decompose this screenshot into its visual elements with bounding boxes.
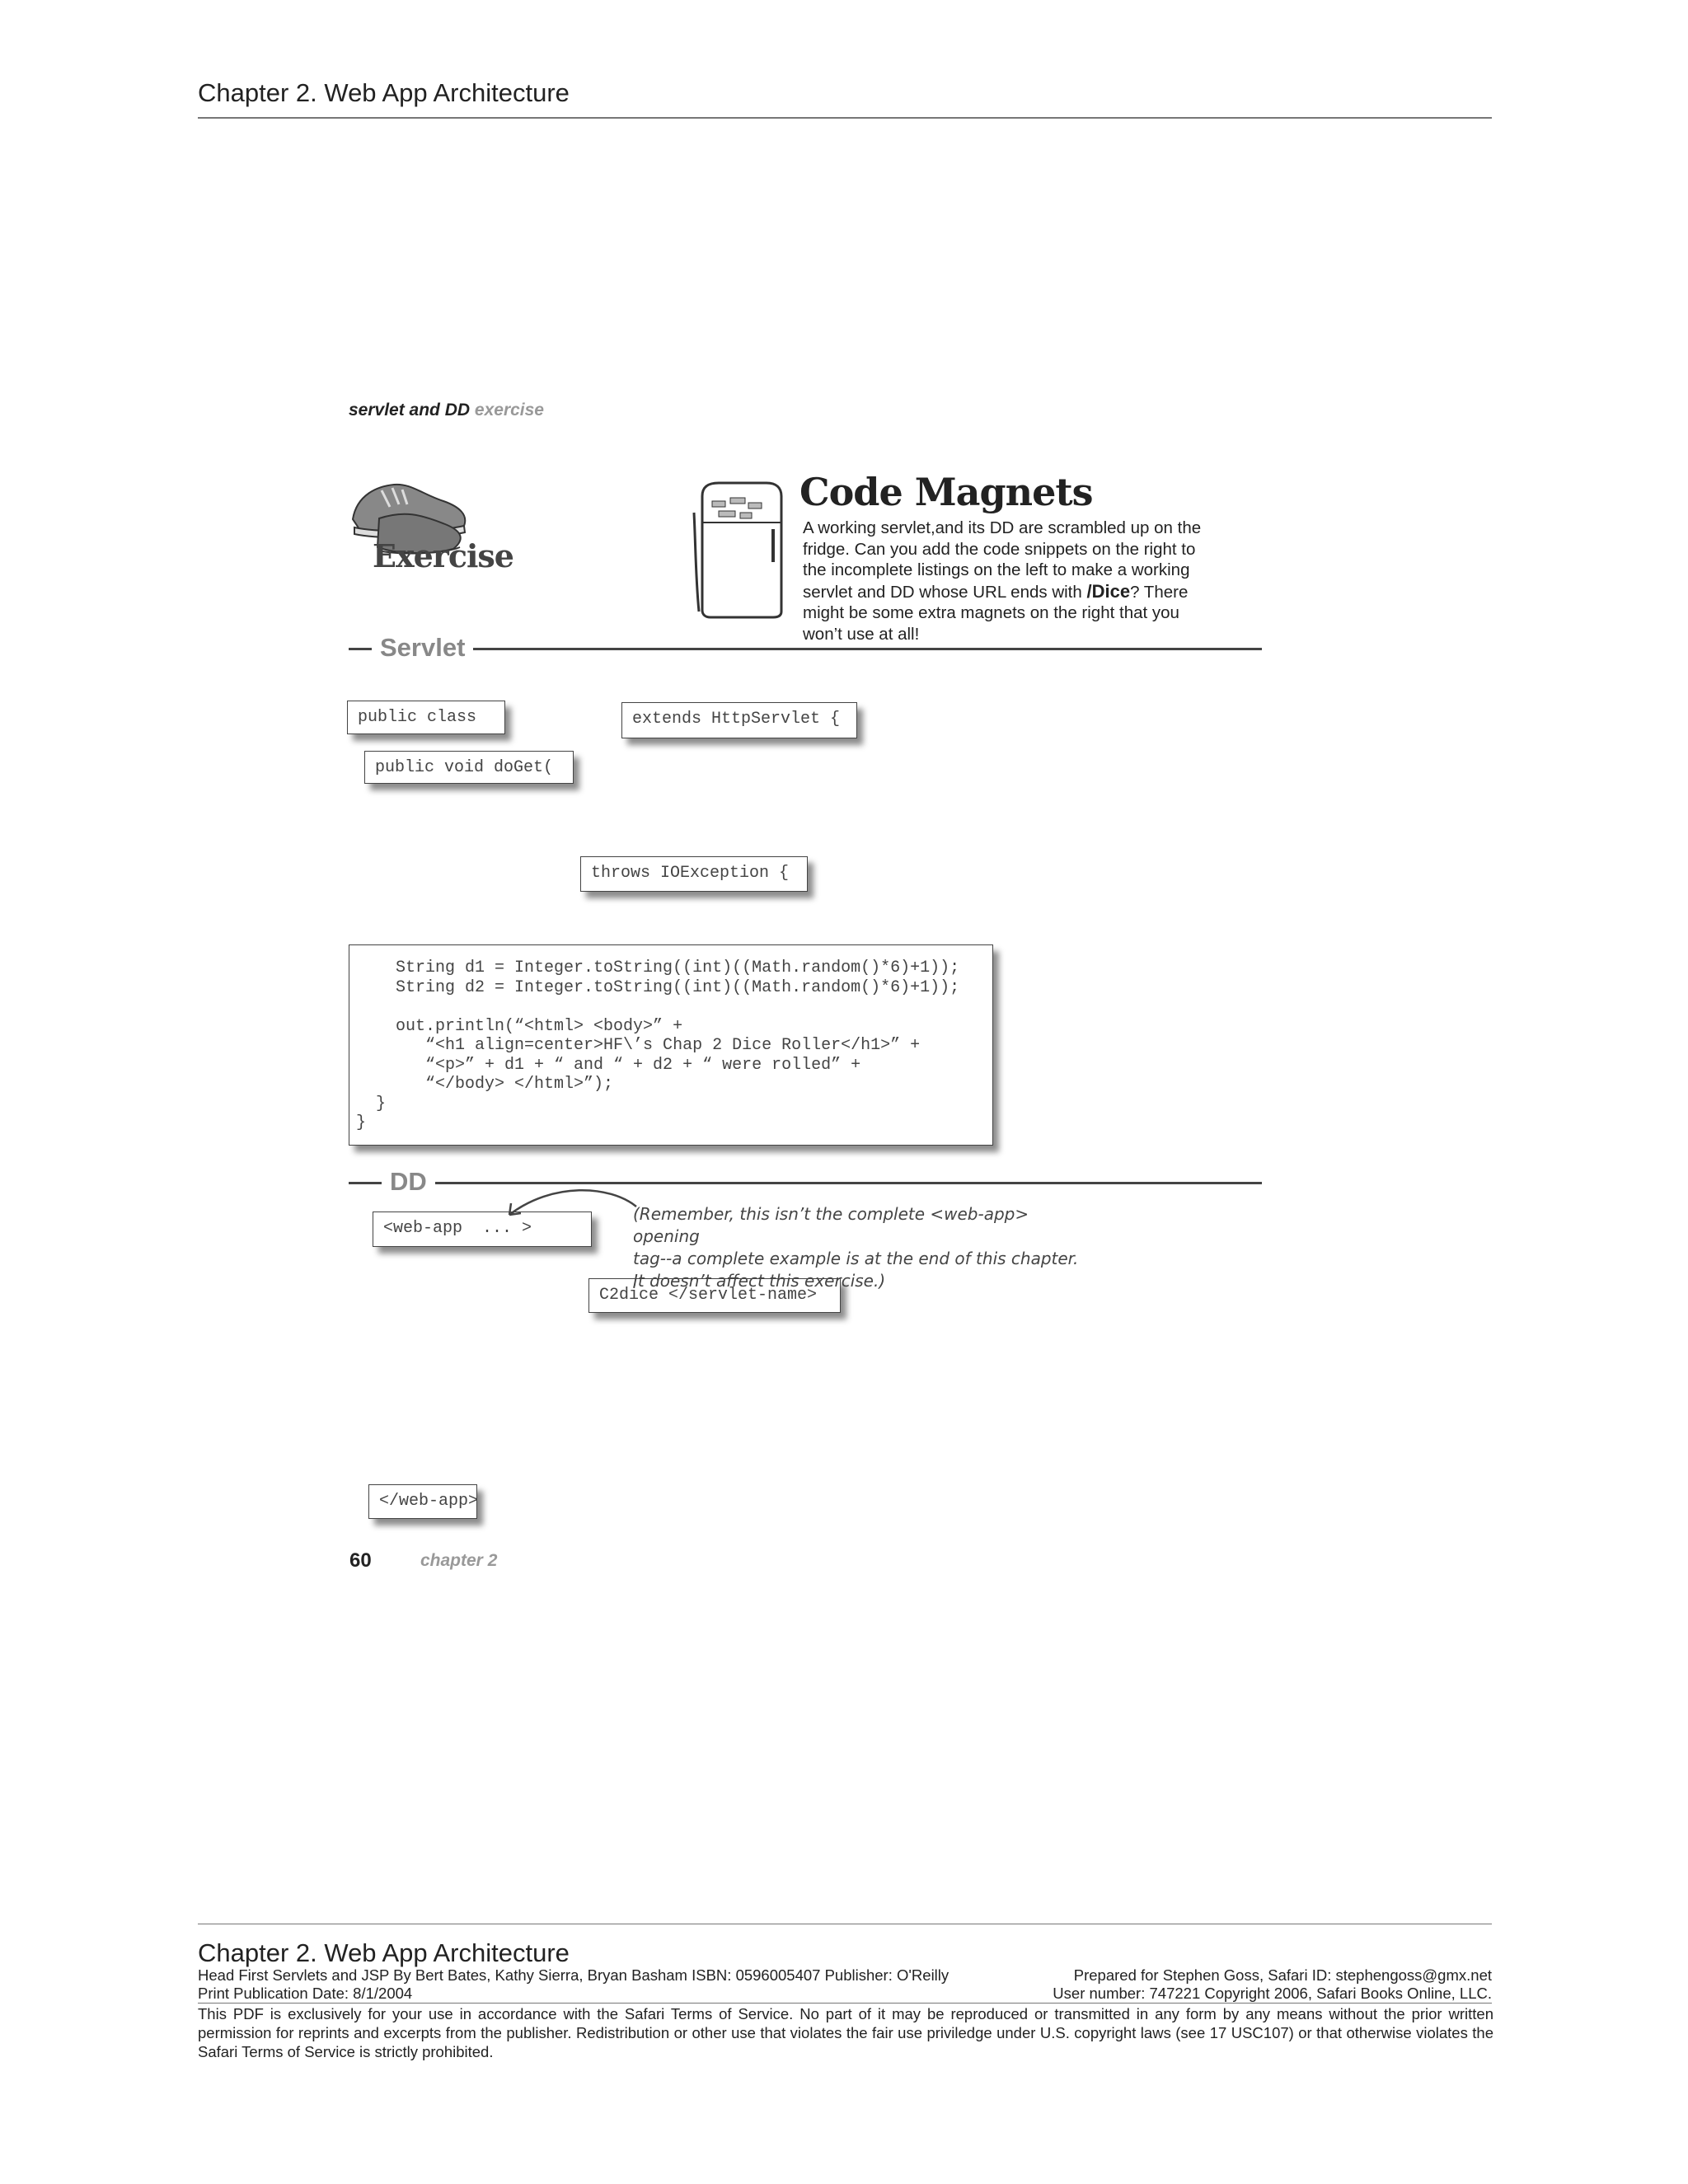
code-line: } [356,1094,387,1113]
magnet-throws-ioexception[interactable]: throws IOException { [580,856,808,892]
code-line: } [356,1113,367,1132]
code-line: “<h1 align=center>HF\’s Chap 2 Dice Roller</h1>” + [356,1036,921,1055]
magnet-web-app-close[interactable]: </web-app> [368,1484,477,1519]
description-dice: /Dice [1086,580,1131,602]
dd-heading: DD [382,1167,435,1197]
section-tag-bold: servlet and DD [349,401,471,419]
code-line: out.println(“<html> <body>” + [356,1016,683,1036]
page-header-title: Chapter 2. Web App Architecture [198,78,570,107]
header-divider [198,117,1492,119]
note-line: It doesn’t affect this exercise.) [633,1271,886,1291]
magnet-public-class[interactable]: public class [347,701,505,734]
exercise-label: Exercise [373,537,513,574]
description-part-1: A working servlet,and its DD are scrambled up on the fridge. Can you add the code snippets on the right to the incomplete listings on the left to make a working servlet and DD whose URL ends with [803,518,1202,602]
code-line: “</body> </html>”); [356,1075,614,1094]
footer-title: Chapter 2. Web App Architecture [198,1938,570,1967]
page-number: 60 [349,1549,372,1572]
footer-book-info: Head First Servlets and JSP By Bert Bates, Kathy Sierra, Bryan Basham ISBN: 0596005407 Publisher: O'Reilly [198,1966,950,1984]
footer-legal: This PDF is exclusively for your use in accordance with the Safari Terms of Service. No part of it may be reproduced or transmitted in any form by any means without the prior written permission for reprints and excerpts from the publisher. Redistribution or other use that violates the fair use priviledge under U.S. copyright laws (see 17 USC107) or that otherwise violates the Safari Terms of Service is strictly prohibited. [198,2005,1493,2060]
code-line: String d1 = Integer.toString((int)((Math.random()*6)+1)); [356,958,960,977]
magnet-doget[interactable]: public void doGet( [364,751,574,784]
footer-user-info: User number: 747221 Copyright 2006, Safari Books Online, LLC. [1053,1985,1492,2002]
code-line: String d2 = Integer.toString((int)((Math.random()*6)+1)); [356,977,960,997]
dd-note [633,1203,1095,1292]
servlet-heading: Servlet [372,633,473,663]
magnet-servlet-name[interactable]: C2dice </servlet-name> [588,1278,841,1313]
description-part-2: ? There might be some extra magnets on the right that you won’t use at all! [803,582,1189,644]
magnet-web-app-open[interactable]: <web-app ... > [373,1212,592,1247]
code-line: “<p>” + d1 + “ and “ + d2 + “ were rolled” + [356,1055,861,1075]
servlet-divider [349,648,1262,650]
fridge-icon [691,480,790,620]
code-line [356,997,986,1017]
footer-prepared-for: Prepared for Stephen Goss, Safari ID: stephengoss@gmx.net [1073,1966,1492,1984]
page-chapter-label: chapter 2 [420,1551,498,1570]
servlet-code-block[interactable] [349,944,993,1146]
footer-bottom-divider [198,2003,1492,2004]
footer-pub-date: Print Publication Date: 8/1/2004 [198,1985,413,2002]
section-tag [349,401,544,420]
code-magnets-title: Code Magnets [799,470,1093,514]
section-tag-light: exercise [474,401,544,419]
note-arrow-icon [486,1179,643,1228]
code-magnets-description [803,518,1207,644]
note-line: (Remember, this isn’t the complete <web-app> opening [633,1204,1029,1246]
magnet-extends-httpservlet[interactable]: extends HttpServlet { [621,702,857,738]
note-line: tag--a complete example is at the end of this chapter. [633,1249,1079,1268]
